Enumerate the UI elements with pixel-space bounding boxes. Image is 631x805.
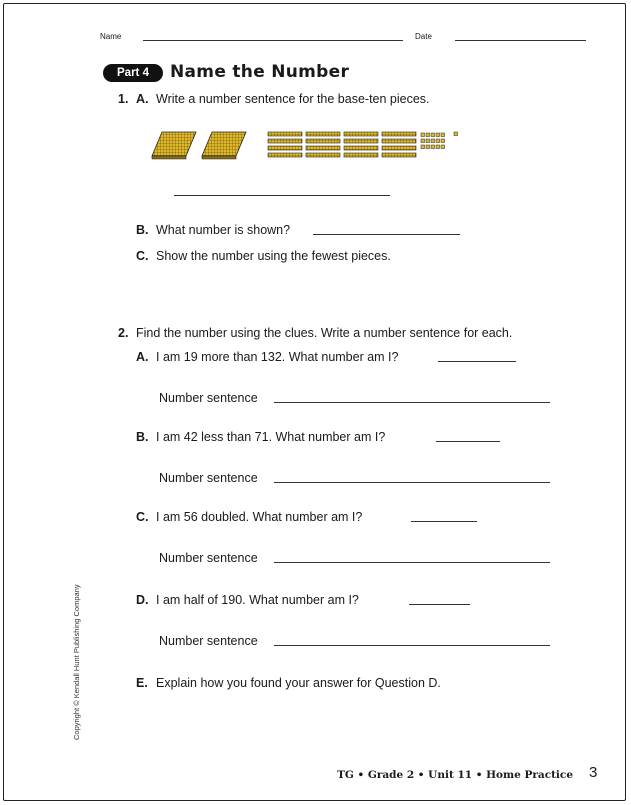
q1a-text: Write a number sentence for the base-ten pieces. <box>156 92 430 106</box>
q2c-sentence-label: Number sentence <box>159 551 258 565</box>
skinny-piece <box>306 139 340 143</box>
q2-intro: Find the number using the clues. Write a number sentence for each. <box>136 326 513 340</box>
bit-piece <box>421 133 425 137</box>
skinny-piece <box>382 153 416 157</box>
q2-number: 2. <box>118 326 129 340</box>
bit-piece <box>431 133 435 137</box>
q2b-sentence-label: Number sentence <box>159 471 258 485</box>
bit-piece <box>431 139 435 143</box>
bit-piece <box>454 132 458 136</box>
q2c-letter: C. <box>136 510 149 524</box>
q2d-sentence-label: Number sentence <box>159 634 258 648</box>
q2a-answer-line[interactable] <box>438 361 516 362</box>
q2b-letter: B. <box>136 430 149 444</box>
skinny-piece <box>268 153 302 157</box>
skinny-piece <box>344 153 378 157</box>
q2a-sentence-line[interactable] <box>274 402 550 403</box>
bit-piece <box>426 139 430 143</box>
copyright-notice: Copyright © Kendall Hunt Publishing Company <box>72 584 81 740</box>
q2c-text: I am 56 doubled. What number am I? <box>156 510 363 524</box>
q1a-letter: A. <box>136 92 149 106</box>
base-ten-pieces <box>148 128 463 168</box>
q1b-letter: B. <box>136 223 149 237</box>
q2c-answer-line[interactable] <box>411 521 477 522</box>
bit-piece <box>421 145 425 149</box>
q1a-answer-line[interactable] <box>174 195 390 196</box>
date-field[interactable] <box>455 40 586 41</box>
flat-piece <box>152 132 196 159</box>
bit-piece <box>436 133 440 137</box>
bit-piece <box>431 145 435 149</box>
skinny-piece <box>306 146 340 150</box>
q2b-answer-line[interactable] <box>436 441 500 442</box>
q2b-sentence-line[interactable] <box>274 482 550 483</box>
skinny-piece <box>268 146 302 150</box>
skinny-piece <box>382 146 416 150</box>
q2c-sentence-line[interactable] <box>274 562 550 563</box>
skinny-piece <box>382 139 416 143</box>
q1b-answer-line[interactable] <box>313 234 460 235</box>
q2a-sentence-label: Number sentence <box>159 391 258 405</box>
q2d-text: I am half of 190. What number am I? <box>156 593 359 607</box>
page-title: Name the Number <box>170 62 350 82</box>
flat-piece <box>202 132 246 159</box>
bit-piece <box>441 145 445 149</box>
q1c-letter: C. <box>136 249 149 263</box>
skinny-piece <box>306 132 340 136</box>
bit-piece <box>441 133 445 137</box>
q1c-text: Show the number using the fewest pieces. <box>156 249 391 263</box>
page-footer: TG • Grade 2 • Unit 11 • Home Practice <box>337 769 573 781</box>
q2d-sentence-line[interactable] <box>274 645 550 646</box>
bit-piece <box>426 133 430 137</box>
bit-piece <box>426 145 430 149</box>
skinny-piece <box>344 146 378 150</box>
q1-number: 1. <box>118 92 129 106</box>
q1b-text: What number is shown? <box>156 223 291 237</box>
bit-piece <box>421 139 425 143</box>
q2e-text: Explain how you found your answer for Question D. <box>156 676 441 690</box>
skinny-piece <box>268 132 302 136</box>
bit-piece <box>441 139 445 143</box>
q2a-text: I am 19 more than 132. What number am I? <box>156 350 399 364</box>
q2e-letter: E. <box>136 676 148 690</box>
skinny-piece <box>344 139 378 143</box>
skinny-piece <box>344 132 378 136</box>
q2a-letter: A. <box>136 350 149 364</box>
q2b-text: I am 42 less than 71. What number am I? <box>156 430 386 444</box>
bit-piece <box>436 139 440 143</box>
date-label: Date <box>415 32 432 41</box>
skinny-piece <box>306 153 340 157</box>
page-number: 3 <box>589 764 598 781</box>
q2d-answer-line[interactable] <box>409 604 470 605</box>
bit-piece <box>436 145 440 149</box>
skinny-piece <box>268 139 302 143</box>
skinny-piece <box>382 132 416 136</box>
q2d-letter: D. <box>136 593 149 607</box>
name-field[interactable] <box>143 40 403 41</box>
part-badge: Part 4 <box>103 64 163 82</box>
name-label: Name <box>100 32 122 41</box>
